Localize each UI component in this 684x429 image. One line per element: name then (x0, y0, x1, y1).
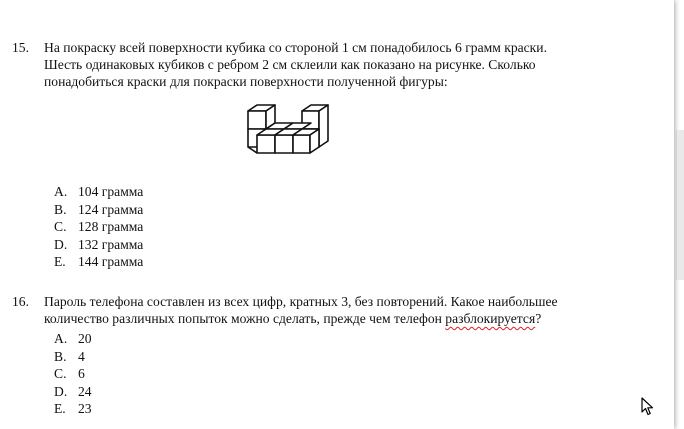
question-line: Шесть одинаковых кубиков с ребром 2 см склеили как показано на рисунке. Сколько (44, 57, 536, 72)
option-a[interactable] (54, 183, 143, 201)
option-text: 128 грамма (78, 219, 144, 235)
question-number: 16. (12, 294, 29, 309)
option-text: 20 (78, 331, 92, 346)
side-scroll-panel[interactable] (676, 130, 684, 280)
option-letter: C. (54, 219, 67, 235)
question-line: Пароль телефона составлен из всех цифр, кратных 3, без повторений. Какое наибольшее (44, 294, 558, 309)
option-text: 132 грамма (78, 236, 144, 252)
option-letter: E. (54, 401, 66, 417)
option-letter: B. (54, 348, 67, 364)
option-text: 4 (78, 348, 85, 364)
option-text: 23 (78, 401, 92, 417)
option-text: 6 (78, 366, 85, 382)
option-c[interactable] (54, 365, 92, 383)
question-line-part: ? (535, 311, 542, 326)
option-text: 104 грамма (78, 184, 144, 199)
question-text (44, 39, 644, 90)
question-line: На покраску всей поверхности кубика со стороной 1 см понадобилось 6 грамм краски. (44, 40, 547, 55)
question-line-part: количество различных попыток можно сделать, прежде чем телефон (44, 311, 446, 326)
option-b[interactable] (54, 201, 143, 219)
question-line (44, 310, 644, 327)
answer-options-16 (54, 330, 92, 418)
question-line: понадобиться краски для покраски поверхности полученной фигуры: (44, 74, 448, 89)
option-c[interactable] (54, 218, 143, 236)
option-a[interactable] (54, 330, 92, 348)
question-number: 15. (12, 40, 29, 55)
option-text: 24 (78, 383, 92, 399)
option-letter: D. (54, 383, 68, 399)
option-text: 144 грамма (78, 254, 144, 270)
option-letter: C. (54, 366, 67, 382)
option-text: 124 грамма (78, 201, 144, 217)
cube-figure-icon (244, 102, 330, 160)
spellcheck-marked-word[interactable]: разблокируется (445, 311, 536, 326)
option-e[interactable] (54, 400, 92, 418)
option-letter: E. (54, 254, 66, 270)
option-letter: A. (54, 331, 68, 346)
option-letter: D. (54, 236, 68, 252)
option-e[interactable] (54, 253, 143, 271)
option-letter: A. (54, 184, 68, 199)
option-d[interactable] (54, 383, 92, 401)
question-text (44, 293, 644, 327)
mouse-pointer-icon (641, 397, 655, 417)
option-d[interactable] (54, 236, 143, 254)
option-b[interactable] (54, 348, 92, 366)
option-letter: B. (54, 201, 67, 217)
answer-options-15 (54, 183, 143, 271)
